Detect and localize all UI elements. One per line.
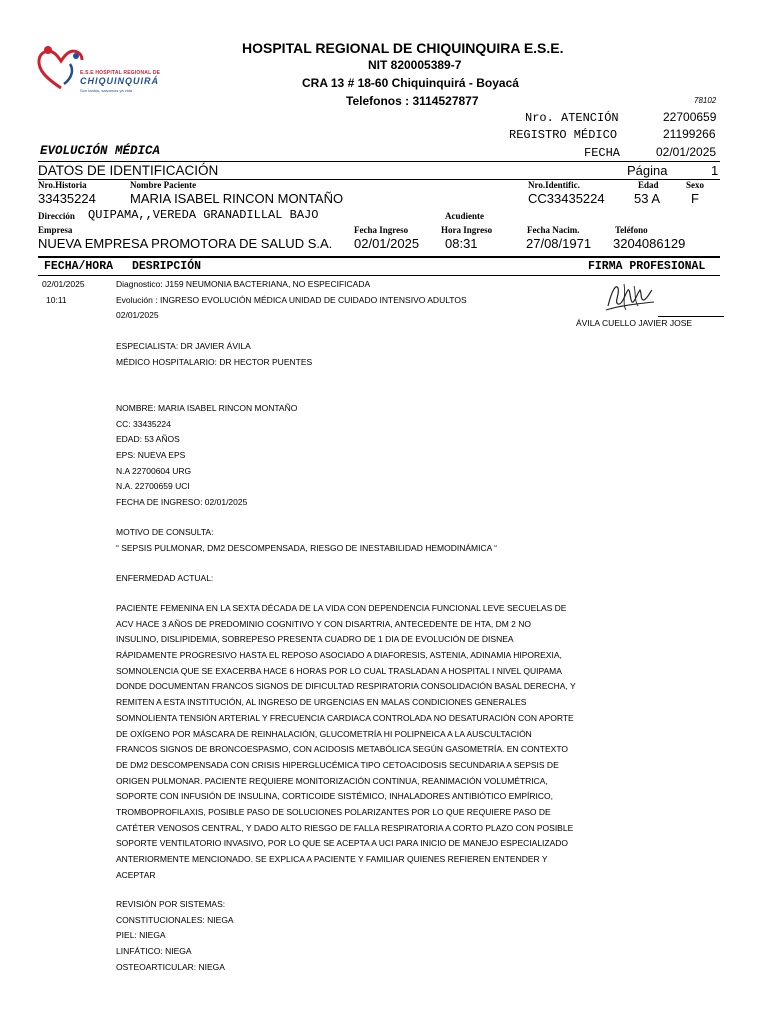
fecha-nacim-label: Fecha Nacim. [527, 225, 580, 235]
empresa-label: Empresa [38, 225, 73, 235]
col-firma: FIRMA PROFESIONAL [588, 260, 706, 273]
revision-block [116, 897, 576, 975]
ident-edad: EDAD: 53 AÑOS [116, 434, 180, 445]
entry-diagnostico: Diagnostico: J159 NEUMONIA BACTERIANA, NO ESPECIFICADA [116, 279, 371, 289]
ident-fecha-ingreso: FECHA DE INGRESO: 02/01/2025 [116, 497, 248, 508]
historia-label: Nro.Historia [38, 180, 87, 190]
enfermedad-line: REMITEN A ESTA INSTITUCIÓN, AL INGRESO DE URGENCIAS EN MALAS CONDICIONES GENERALES [116, 697, 527, 708]
direccion-value: QUIPAMA,,VEREDA GRANADILLAL BAJO [88, 208, 319, 222]
sexo-value: F [691, 191, 699, 206]
enfermedad-line: RÁPIDAMENTE PROGRESIVO HASTA EL REPOSO ASOCIADO A DIAFORESIS, ASTENIA, ADINAMIA HIPOREXIA, [116, 650, 562, 661]
staff-block [116, 339, 576, 370]
signature-line [658, 316, 724, 317]
entry-evol-date: 02/01/2025 [116, 310, 159, 320]
signature-image [604, 280, 656, 314]
hospital-address: CRA 13 # 18-60 Chiquinquirá - Boyacá [302, 76, 519, 90]
nombre-label: Nombre Paciente [130, 180, 197, 190]
edad-label: Edad [638, 180, 659, 190]
ident-cc: CC: 33435224 [116, 418, 171, 429]
page-label: Página [627, 163, 668, 178]
enfermedad-line: ACV HACE 3 AÑOS DE PREDOMINIO COGNITIVO Y CON DISARTRIA, ANTECEDENTE DE HTA, DM 2 NO [116, 618, 531, 629]
hora-ingreso-value: 08:31 [445, 236, 478, 251]
page-number: 1 [711, 163, 719, 178]
entry-date: 02/01/2025 [42, 279, 85, 289]
fecha-label: FECHA [584, 146, 621, 160]
revision-title: REVISIÓN POR SISTEMAS: [116, 899, 226, 909]
hospital-name: HOSPITAL REGIONAL DE CHIQUINQUIRA E.S.E. [242, 40, 564, 56]
direccion-label: Dirección [38, 211, 75, 221]
registro-label: REGISTRO MÉDICO [509, 128, 618, 142]
logo-main-text: CHIQUINQUIRÁ [80, 76, 159, 86]
signer-name: ÁVILA CUELLO JAVIER JOSE [576, 318, 693, 328]
historia-value: 33435224 [38, 191, 96, 206]
identific-value: CC33435224 [528, 191, 605, 206]
enfermedad-line: SOMNOLIENTA TENSIÓN ARTERIAL Y FRECUENCIA CARDIACA CONTROLADA NO DESATURACIÓN CON APORTE [116, 712, 574, 723]
document-code: 78102 [694, 96, 717, 105]
col-descripcion: DESRIPCIÓN [132, 260, 202, 273]
enfermedad-line: DE OXÍGENO POR MÁSCARA DE REINHALACIÓN, GLUCOMETRÍA HI POLIPNEICA A LA AUSCULTACIÓN [116, 728, 532, 739]
sexo-label: Sexo [686, 180, 704, 190]
table-header-top-rule [38, 256, 720, 258]
enfermedad-line: FRANCOS SIGNOS DE BRONCOESPASMO, CON ACIDOSIS METABÓLICA SEGÚN GASOMETRÍA. EN CONTEXTO [116, 744, 568, 755]
heart-figure-icon [36, 44, 86, 92]
enfermedad-line: ANTERIORMENTE MENCIONADO. SE EXPLICA A PACIENTE Y FAMILIAR QUIENES REFIEREN ENTENDER Y [116, 854, 548, 864]
ident-block [116, 401, 576, 511]
fecha-ingreso-label: Fecha Ingreso [354, 225, 409, 235]
fecha-value: 02/01/2025 [656, 145, 717, 159]
entry-time: 10:11 [46, 295, 67, 305]
ident-eps: EPS: NUEVA EPS [116, 450, 186, 461]
motivo-block [116, 525, 576, 556]
empresa-value: NUEVA EMPRESA PROMOTORA DE SALUD S.A. [38, 236, 333, 251]
revision-constitucionales: CONSTITUCIONALES: NIEGA [116, 914, 234, 925]
revision-linfatico: LINFÁTICO: NIEGA [116, 946, 192, 957]
identific-label: Nro.Identific. [528, 180, 580, 190]
enfermedad-title-block [116, 571, 576, 587]
title-divider [38, 161, 720, 162]
motivo-text: “ SEPSIS PULMONAR, DM2 DESCOMPENSADA, RIESGO DE INESTABILIDAD HEMODINÁMICA “ [116, 542, 497, 553]
fecha-ingreso-value: 02/01/2025 [354, 236, 420, 251]
entry-evolucion: Evolución : INGRESO EVOLUCIÓN MÉDICA UNIDAD DE CUIDADO INTENSIVO ADULTOS [116, 295, 467, 305]
enfermedad-line: ORIGEN PULMONAR. PACIENTE REQUIERE MONITORIZACIÓN CONTINUA, REANIMACIÓN VOLUMÉTRICA, [116, 775, 548, 786]
enfermedad-line: INSULINO, DISLIPIDEMIA, SOBREPESO PRESENTA CUADRO DE 1 DIA DE EVOLUCIÓN DE DISNEA [116, 634, 514, 645]
acudiente-label: Acudiente [445, 211, 484, 221]
enfermedad-paragraph [116, 601, 576, 883]
enfermedad-line: DE DM2 DESCOMPENSADA CON CRISIS HIPERGLUCÉMICA TIPO CETOACIDOSIS SECUNDARIA A SEPSIS DE [116, 759, 559, 770]
col-fecha-hora: FECHA/HORA [44, 260, 114, 273]
enfermedad-title: ENFERMEDAD ACTUAL: [116, 573, 214, 583]
table-header-bottom-rule [38, 275, 720, 276]
atencion-label: Nro. ATENCIÓN [525, 111, 619, 125]
enfermedad-line: ACEPTAR [116, 869, 156, 880]
atencion-value: 22700659 [663, 110, 717, 124]
revision-osteoarticular: OSTEOARTICULAR: NIEGA [116, 961, 225, 972]
fecha-nacim-value: 27/08/1971 [526, 236, 592, 251]
logo-tagline: Son tantos, salvamos ya vida [80, 88, 133, 93]
revision-piel: PIEL: NIEGA [116, 930, 166, 941]
section-title: DATOS DE IDENTIFICACIÓN [38, 163, 219, 178]
enfermedad-line: SOMNOLENCIA QUE SE EXACERBA HACE 6 HORAS POR LO CUAL TRASLADAN A HOSPITAL I NIVEL QUIPAMA [116, 665, 562, 676]
staff-medico: MÉDICO HOSPITALARIO: DR HECTOR PUENTES [116, 356, 313, 367]
enfermedad-line: SOPORTE CON INFUSIÓN DE INSULINA, CORTICOIDE SISTÉMICO, INHALADORES ANTIBIÓTICO EMPÍRICO, [116, 791, 554, 802]
enfermedad-line: DONDE DOCUMENTAN FRANCOS SIGNOS DE DIFICULTAD RESPIRATORIA CONSOLIDACIÓN BASAL DERECHA, Y [116, 681, 576, 692]
hospital-logo [36, 44, 176, 100]
nombre-value: MARIA ISABEL RINCON MONTAÑO [130, 191, 344, 206]
hora-ingreso-label: Hora Ingreso [441, 225, 493, 235]
telefono-label: Teléfono [615, 225, 648, 235]
hospital-nit: NIT 820005389-7 [368, 58, 462, 72]
telefono-value: 3204086129 [613, 236, 686, 251]
enfermedad-line: CATÉTER VENOSOS CENTRAL, Y DADO ALTO RIESGO DE FALLA RESPIRATORIA A CORTO PLAZO CON POSIBLE [116, 822, 574, 833]
ident-na-uci: N.A. 22700659 UCI [116, 481, 190, 492]
enfermedad-line: PACIENTE FEMENINA EN LA SEXTA DÉCADA DE LA VIDA CON DEPENDENCIA FUNCIONAL LEVE SECUELAS DE [116, 603, 567, 613]
enfermedad-line: TROMBOPROFILAXIS, POSIBLE PASO DE SOLUCIONES POLARIZANTES POR LO QUE REQUIERE PASO DE [116, 806, 551, 817]
registro-value: 21199266 [663, 127, 716, 141]
document-title: EVOLUCIÓN MÉDICA [40, 144, 161, 158]
logo-top-text: E.S.E HOSPITAL REGIONAL DE [80, 70, 161, 76]
edad-value: 53 A [634, 191, 661, 206]
ident-na-urg: N.A 22700604 URG [116, 465, 192, 476]
enfermedad-line: SOPORTE VENTILATORIO INVASIVO, POR LO QUE SE ACEPTA A UCI PARA INICIO DE MANEJO ESPECIALIZADO [116, 838, 569, 849]
staff-especialista: ESPECIALISTA: DR JAVIER ÁVILA [116, 341, 251, 351]
hospital-phones: Telefonos : 3114527877 [346, 94, 479, 108]
motivo-title: MOTIVO DE CONSULTA: [116, 527, 214, 537]
ident-nombre: NOMBRE: MARIA ISABEL RINCON MONTAÑO [116, 403, 298, 413]
